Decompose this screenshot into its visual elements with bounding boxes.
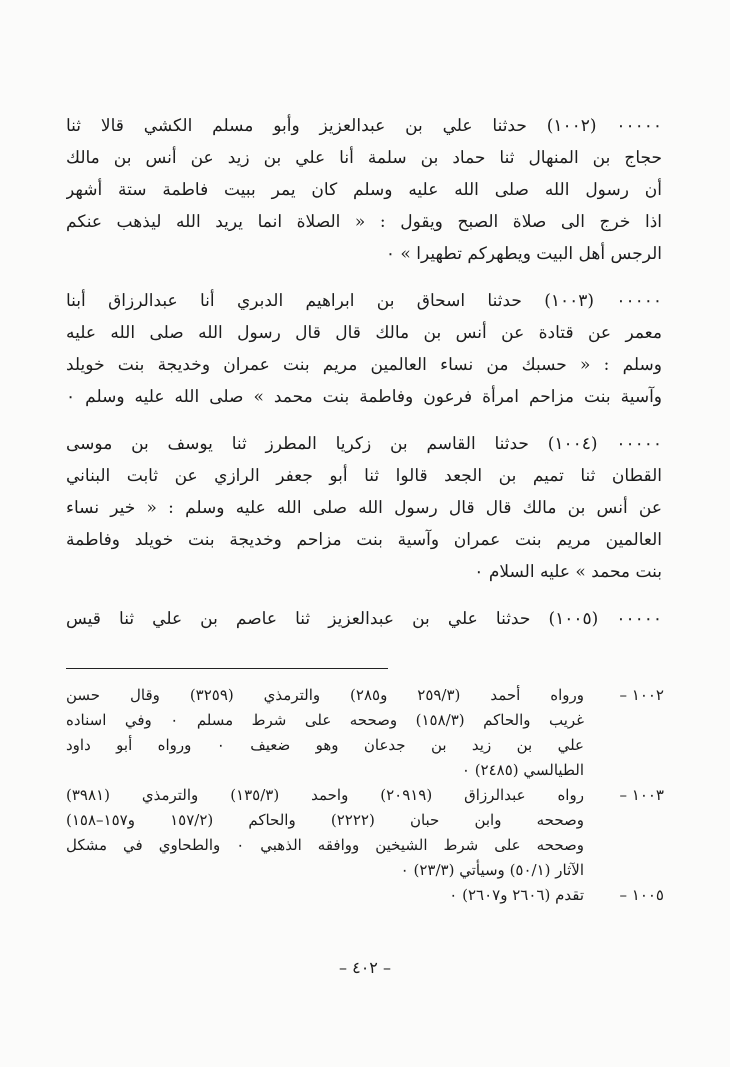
text-line: الرجس أهل البيت ويطهركم تطهيرا » ٠ xyxy=(385,244,662,264)
footnote-line: الآثار (٥٠/١) وسيأتي (٢٣/٣) ٠ xyxy=(400,861,584,879)
text-line: أن رسول الله صلى الله عليه وسلم كان يمر ببيت فاطمة ستة أشهر xyxy=(66,180,662,200)
footnote-line: وصححه وابن حبان (٢٢٢٢) والحاكم (١٥٧/٢ و١٥٧–١٥٨) xyxy=(66,811,584,829)
text-line: حجاج بن المنهال ثنا حماد بن سلمة أنا علي بن زيد عن أنس بن مالك xyxy=(66,148,662,168)
footnote-line: رواه عبدالرزاق (٢٠٩١٩) واحمد (١٣٥/٣) والترمذي (٣٩٨١) xyxy=(66,786,584,804)
text-line: اذا خرج الى صلاة الصبح ويقول : « الصلاة انما يريد الله ليذهب عنكم xyxy=(66,212,662,232)
footnote-line: علي بن زيد بن جدعان وهو ضعيف ٠ ورواه أبو داود xyxy=(66,736,584,754)
text-line: معمر عن قتادة عن أنس بن مالك قال قال رسول الله صلى الله عليه xyxy=(66,323,662,343)
hadith-1002 xyxy=(66,110,662,270)
text-line: القطان ثنا تميم بن الجعد قالوا ثنا أبو جعفر الرازي عن ثابت البناني xyxy=(66,466,662,486)
footnote-number: ١٠٠٣ – xyxy=(619,786,664,804)
footnote-line: غريب والحاكم (١٥٨/٣) وصححه على شرط مسلم ٠ وفي اسناده xyxy=(66,711,584,729)
hadith-1004 xyxy=(66,428,662,588)
text-line: وآسية بنت مزاحم امرأة فرعون وفاطمة بنت محمد » صلى الله عليه وسلم ٠ xyxy=(66,387,662,407)
text-line: ٠٠٠٠٠ (١٠٠٢) حدثنا علي بن عبدالعزيز وأبو مسلم الكشي قالا ثنا xyxy=(66,116,662,136)
footnote-line: ورواه أحمد (٢٥٩/٣ و٢٨٥) والترمذي (٣٢٥٩) وقال حسن xyxy=(66,686,584,704)
text-line: العالمين مريم بنت عمران وآسية بنت مزاحم وخديجة بنت خويلد وفاطمة xyxy=(66,530,662,550)
text-line: ٠٠٠٠٠ (١٠٠٤) حدثنا القاسم بن زكريا المطرز ثنا يوسف بن موسى xyxy=(66,434,662,454)
text-line: عن أنس بن مالك قال قال رسول الله صلى الله عليه وسلم : « خير نساء xyxy=(66,498,662,518)
text-line: بنت محمد » عليه السلام ٠ xyxy=(474,562,662,582)
hadith-1003 xyxy=(66,285,662,413)
footnotes xyxy=(66,683,664,908)
footnote-line: وصححه على شرط الشيخين ووافقه الذهبي ٠ والطحاوي في مشكل xyxy=(66,836,584,854)
hadith-1005 xyxy=(66,603,662,635)
text-line: ٠٠٠٠٠ (١٠٠٣) حدثنا اسحاق بن ابراهيم الدبري أنا عبدالرزاق أبنا xyxy=(66,291,662,311)
text-line: وسلم : « حسبك من نساء العالمين مريم بنت عمران وخديجة بنت خويلد xyxy=(66,355,662,375)
footnote-number: ١٠٠٢ – xyxy=(619,686,664,704)
footnote-line: تقدم (٢٦٠٦ و٢٦٠٧) ٠ xyxy=(449,886,584,904)
footnote-line: الطيالسي (٢٤٨٥) ٠ xyxy=(461,761,584,779)
footnote-1002 xyxy=(66,683,664,783)
footnote-1005 xyxy=(66,883,664,908)
main-text xyxy=(66,110,662,650)
page-number: – ٤٠٢ – xyxy=(339,958,391,977)
footnote-number: ١٠٠٥ – xyxy=(619,886,664,904)
text-line: ٠٠٠٠٠ (١٠٠٥) حدثنا علي بن عبدالعزيز ثنا عاصم بن علي ثنا قيس xyxy=(66,609,662,629)
footnote-1003 xyxy=(66,783,664,883)
footnote-separator xyxy=(66,668,388,669)
